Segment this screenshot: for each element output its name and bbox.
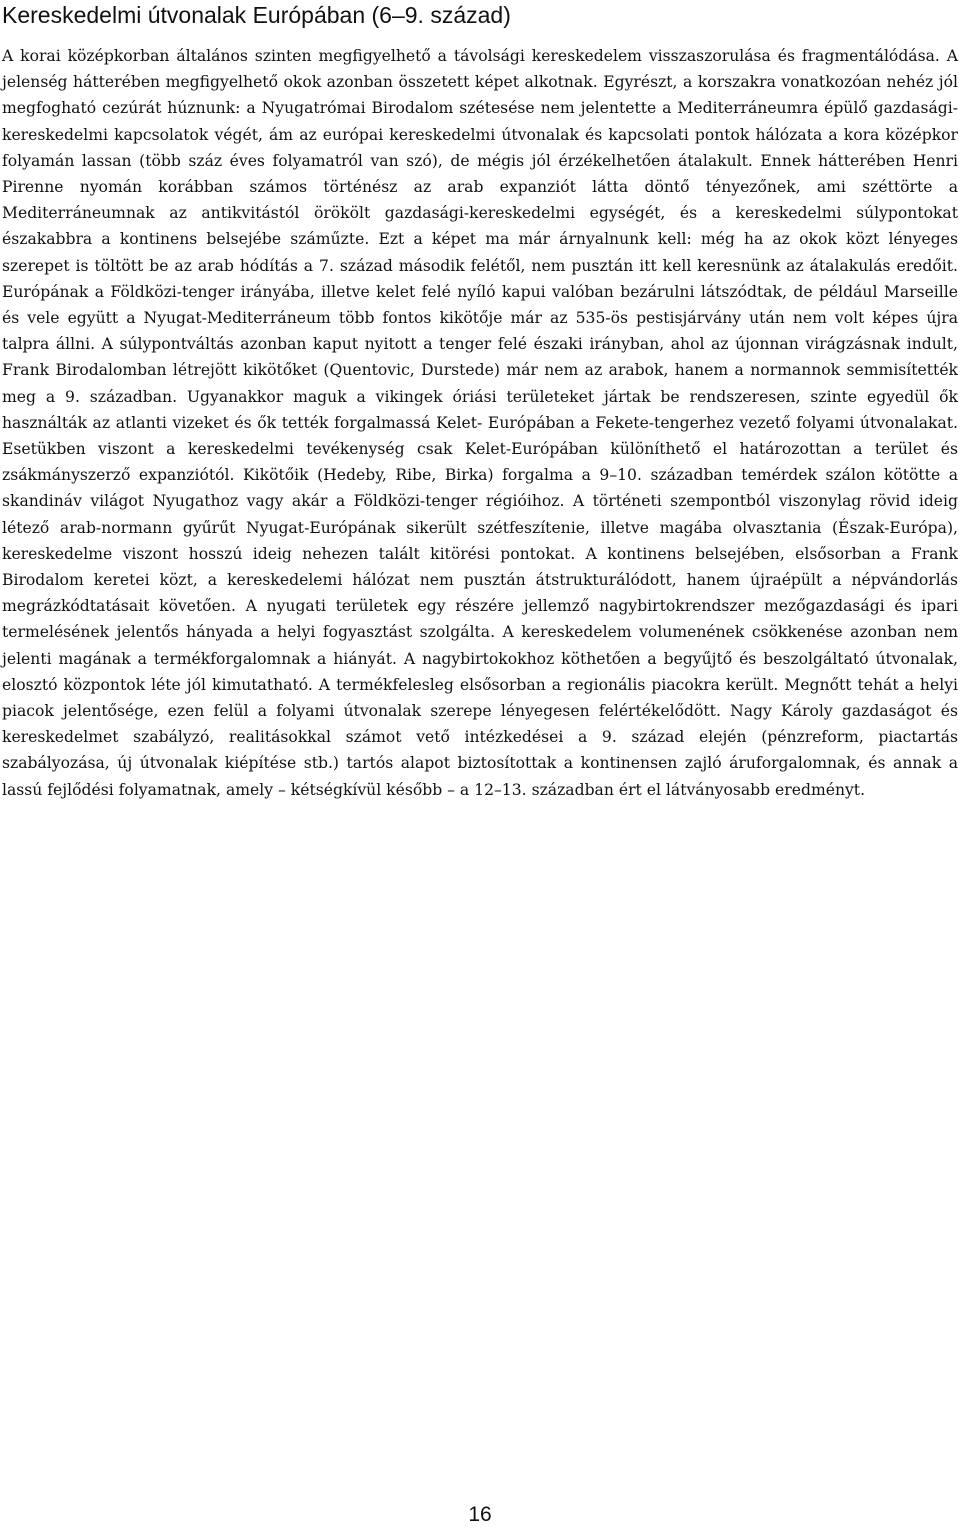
page-number: 16 — [468, 1503, 492, 1526]
paragraph: A korai középkorban általános szinten megfigyelhető a távolsági kereskedelem visszaszorulása és fragmentálódása. A jelenség hátterében megfigyelhető okok azonban összetett képet alkotnak. Egyrészt, a korszakra vonatkozóan nehéz jól megfogható cezúrát húznunk: a Nyugatrómai Birodalom szétesése nem jelentette a Mediterráneumra épülő gazdasági-kereskedelmi kapcsolatok végét, ám az európai kereskedelmi útvonalak és kapcsolati pontok hálózata a kora középkor folyamán lassan (több száz éves folyamatról van szó), de mégis jól érzékelhetően átalakult. Ennek hátterében Henri Pirenne nyomán korábban számos történész az arab expanziót látta döntő tényezőnek, ami széttörte a Mediterráneumnak az antikvitástól örökölt gazdasági-kereskedelmi egységét, és a kereskedelmi súlypontokat északabbra a kontinens belsejébe száműzte. Ezt a képet ma már árnyalnunk kell: még ha az okok közt lényeges szerepet is töltött be az arab hódítás a 7. század második felétől, nem pusztán itt kell keresnünk az átalakulás eredőit. Európának a Földközi-tenger irányába, illetve kelet felé nyíló kapui valóban bezárulni látszódtak, de például Marseille és vele együtt a Nyugat-Mediterráneum több fontos kikötője már az 535-ös pestisjárvány után nem volt képes újra talpra állni. A súlypontváltás azonban kaput nyitott a tenger felé északi irányban, ahol az újonnan virágzásnak indult, Frank Birodalomban létrejött kikötőket (Quentovic, Durstede) már nem az arabok, hanem a normannok semmisítették meg a 9. században. Ugyanakkor maguk a vikingek óriási területeket jártak be rendszeresen, szinte egyedül ők használták az atlanti vizeket és ők tették forgalmassá Kelet- Európában a Fekete-tengerhez vezető folyami útvonalakat. Esetükben viszont a kereskedelmi tevékenység csak Kelet-Európában különíthető el határozottan a terület és zsákmányszerző expanziótól. Kikötőik (Hedeby, Ribe, Birka) forgalma a 9–10. században temérdek szálon kötötte a skandináv világot Nyugathoz vagy akár a Földközi-tenger régióihoz. A történeti szempontból viszonylag rövid ideig létező arab-normann gyűrűt Nyugat-Európának sikerült szétfeszítenie, illetve magába olvasztania (Észak-Európa), kereskedelme viszont hosszú ideig nehezen talált kitörési pontokat. A kontinens belsejében, elsősorban a Frank Birodalom keretei közt, a kereskedelemi hálózat nem pusztán átstrukturálódott, hanem újraépült a népvándorlás megrázkódtatásait követően. A nyugati területek egy részére jellemző nagybirtokrendszer mezőgazdasági és ipari termelésének jelentős hányada a helyi fogyasztást szolgálta. A kereskedelem volumenének csökkenése azonban nem jelenti magának a termékforgalomnak a hiányát. A nagybirtokokhoz köthetően a begyűjtő és beszolgáltató útvonalak, elosztó központok léte jól kimutatható. A termékfelesleg elsősorban a regionális piacokra került. Megnőtt tehát a helyi piacok jelentősége, ezen felül a folyami útvonalak szerepe lényegesen felértékelődött. Nagy Károly gazdaságot és kereskedelmet szabályzó, realitásokkal számot vető intézkedései a 9. század elején (pénzreform, piactartás szabályozása, új útvonalak kiépítése stb.) tartós alapot biztosítottak a kontinensen zajló áruforgalomnak, és annak a lassú fejlődési folyamatnak, amely – kétségkívül később – a 12–13. században ért el látványosabb eredményt. — [2, 47, 958, 799]
body-text — [2, 43, 958, 803]
page-title: Kereskedelmi útvonalak Európában (6–9. század) — [2, 2, 511, 28]
